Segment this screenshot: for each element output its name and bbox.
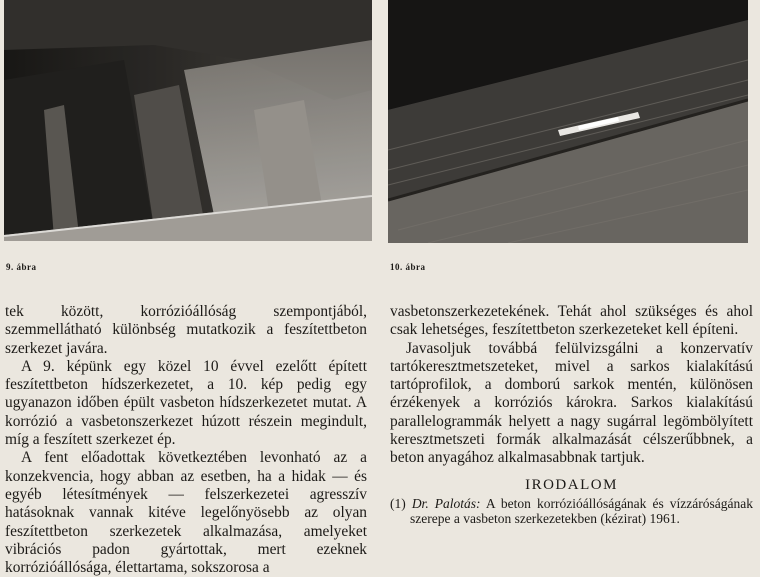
paragraph: vasbetonszerkezetekének. Tehát ahol szükséges és ahol csak lehetséges, feszítettbeton szerkezeteket kell építeni. — [390, 303, 753, 339]
paragraph: Javasoljuk továbbá felülvizsgálni a konzervatív tartókeresztmetszeteket, mivel a sarkos kialakítású tartóprofilok, a domború sarkok mentén, különösen érzékenyek a korróziós károkra. Sarkos kialakítású parallelogrammák helyett a nagy sugárral legömbölyített keresztmetszeti formák alkalmazását célszerűbbnek, a beton anyagához alkalmasabbnak tartjuk. — [390, 339, 753, 467]
paragraph: A 9. képünk egy közel 10 évvel ezelőtt épített feszítettbeton hídszerkezetet, a 10. kép pedig egy ugyanazon időben épült vasbeton hídszerkezetet mutat. A korrózió a vasbetonszerkezet húzott részein megindult, míg a feszített szerkezet ép. — [5, 357, 367, 449]
reference-entry — [390, 496, 753, 527]
reference-text: A beton korrózióállóságának és vízzáróságának szerepe a vasbeton szerkezetekben (kézirat) 1961. — [410, 495, 753, 527]
paragraph: A fent előadottak következtében levonható az a konzekvencia, hogy abban az esetben, ha a hidak — és egyéb létesítmények — felszerkezetei agresszív hatásoknak vannak kitéve legelőnyösebb az olyan feszítettbeton szerkezetek alkalmazása, amelyeket vibrációs padon gyártottak, mert ezeknek korrózióállósága, élettartama, sokszorosa a — [5, 449, 367, 577]
figure-10-photo — [388, 0, 748, 243]
right-column — [390, 303, 753, 527]
paragraph: tek között, korrózióállóság szempontjából, szemmellátható különbség mutatkozik a feszítettbeton szerkezet javára. — [5, 303, 367, 357]
figure-9-photo — [4, 0, 372, 241]
figure-9-caption: 9. ábra — [6, 262, 37, 272]
reference-number: (1) — [390, 495, 406, 511]
figure-10-caption: 10. ábra — [390, 262, 426, 272]
references-heading: IRODALOM — [525, 476, 618, 493]
left-column — [5, 303, 367, 577]
reference-author: Dr. Palotás: — [411, 495, 481, 511]
